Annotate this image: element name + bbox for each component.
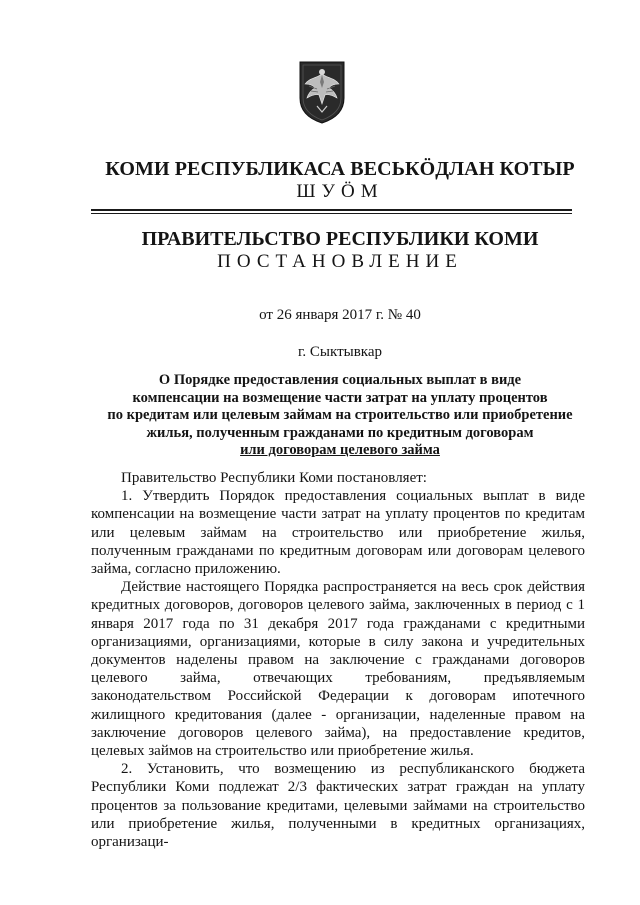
title-line: О Порядке предоставления социальных выплат в виде [158, 372, 522, 388]
header-divider-thick [91, 209, 572, 211]
republic-name-komi: КОМИ РЕСПУБЛИКАСА ВЕСЬКÖДЛАН КОТЫР [105, 158, 575, 180]
document-body [91, 469, 585, 851]
header-divider-thin [91, 213, 572, 214]
document-title [90, 372, 590, 460]
body-paragraph: 1. Утвердить Порядок предоставления социальных выплат в виде компенсации на возмещение части затрат на уплату процентов по кредитам или целевым займам на строительство или приобретение жилья, полученным гражданами по кредитным договорам или договорам целевого займа, согласно приложению. [91, 488, 585, 578]
komi-coat-of-arms-icon [297, 60, 347, 124]
title-line: компенсации на возмещение части затрат на уплату процентов [132, 389, 548, 406]
title-line: по кредитам или целевым займам на строительство или приобретение [107, 407, 573, 423]
government-name: ПРАВИТЕЛЬСТВО РЕСПУБЛИКИ КОМИ [141, 228, 539, 250]
title-line: жилья, полученным гражданами по кредитным договорам [146, 424, 534, 441]
decree-type-komi: ШУÖМ [296, 181, 384, 202]
title-underlined-text: или договорам целевого займа [240, 442, 440, 458]
city-name: г. Сыктывкар [297, 344, 383, 360]
body-paragraph: 2. Установить, что возмещению из республиканского бюджета Республики Коми подлежат 2/3 фактических затрат граждан на уплату процентов за пользование кредитами, целевыми займами на строительство или приобретение жилья, полученными в кредитных организациях, организаци- [91, 761, 585, 851]
body-paragraph: Действие настоящего Порядка распространяется на весь срок действия кредитных договоров, договоров целевого займа, заключенных в период с 1 января 2017 года по 31 декабря 2017 года гражданами с кредитными организациями, организациями, которые в силу закона и учредительных документов наделены правом на заключение с гражданами договоров целевого займа, отвечающих требованиям, предъявляемым законодательством Российской Федерации к договорам ипотечного жилищного кредитования (далее - организации, наделенные правом на заключение договоров целевого займа), на предоставление кредитов, целевых займов на строительство или приобретение жилья. [91, 579, 585, 760]
document-type: ПОСТАНОВЛЕНИЕ [217, 251, 463, 272]
date-and-number: от 26 января 2017 г. № 40 [259, 307, 421, 323]
body-paragraph: Правительство Республики Коми постановляет: [121, 470, 427, 486]
title-line-underlined [90, 442, 590, 460]
